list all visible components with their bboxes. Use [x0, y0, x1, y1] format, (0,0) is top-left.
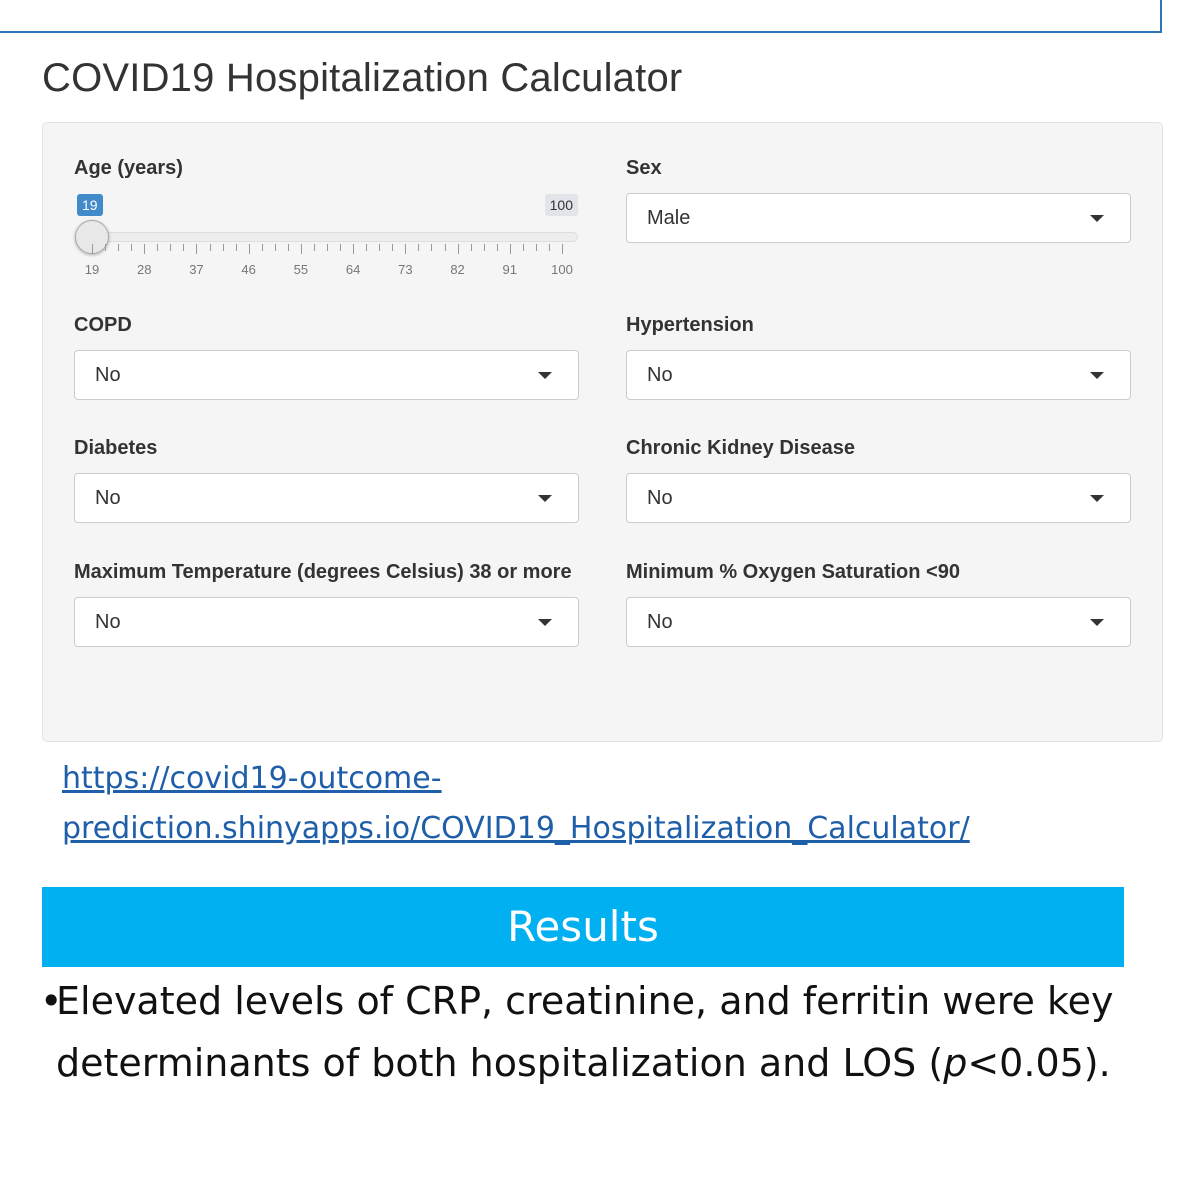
sex-field — [626, 153, 1131, 243]
calculator-link[interactable]: https://covid19-outcome-prediction.shinyapps.io/COVID19_Hospitalization_Calculator/ — [62, 761, 970, 846]
copd-label: COPD — [74, 314, 132, 336]
hypertension-label: Hypertension — [626, 314, 754, 336]
results-bullet-p-value: p — [943, 1041, 968, 1085]
age-slider-tick-label: 19 — [84, 262, 100, 277]
age-slider-minor-tick — [471, 244, 472, 251]
age-slider-major-tick — [144, 244, 145, 254]
sex-label: Sex — [626, 157, 662, 179]
chevron-down-icon — [538, 495, 552, 502]
bullet-icon: • — [40, 979, 63, 1023]
age-slider-minor-tick — [431, 244, 432, 251]
diabetes-select-value: No — [95, 487, 121, 509]
sex-select-value: Male — [647, 207, 691, 229]
chevron-down-icon — [538, 372, 552, 379]
hypertension-field — [626, 310, 1131, 400]
oxygen-label: Minimum % Oxygen Saturation <90 — [626, 561, 960, 583]
age-slider-minor-tick — [340, 244, 341, 251]
age-slider-minor-tick — [392, 244, 393, 251]
age-slider-tick-label: 46 — [241, 262, 256, 277]
results-bullet-text-part2: <0.05). — [967, 1041, 1111, 1085]
results-bullet — [40, 970, 1160, 1094]
chevron-down-icon — [538, 619, 552, 626]
temperature-label: Maximum Temperature (degrees Celsius) 38 or more — [74, 561, 572, 583]
age-slider-tick-label: 64 — [345, 262, 361, 277]
hypertension-select[interactable] — [626, 350, 1131, 400]
page-title: COVID19 Hospitalization Calculator — [42, 56, 683, 100]
age-slider-major-tick — [458, 244, 459, 254]
age-slider-major-tick — [196, 244, 197, 254]
age-slider-minor-tick — [157, 244, 158, 251]
oxygen-select[interactable] — [626, 597, 1131, 647]
results-heading: Results — [42, 887, 1124, 967]
age-slider-minor-tick — [118, 244, 119, 251]
temperature-select[interactable] — [74, 597, 579, 647]
age-slider-minor-tick — [379, 244, 380, 251]
ckd-select-value: No — [647, 487, 673, 509]
age-slider-minor-tick — [262, 244, 263, 251]
chevron-down-icon — [1090, 372, 1104, 379]
age-slider-track[interactable] — [82, 232, 578, 242]
copd-select-value: No — [95, 364, 121, 386]
age-slider-minor-tick — [170, 244, 171, 251]
copd-select[interactable] — [74, 350, 579, 400]
age-label: Age (years) — [74, 157, 183, 179]
age-slider-minor-tick — [131, 244, 132, 251]
age-slider-minor-tick — [105, 244, 106, 251]
age-slider-minor-tick — [523, 244, 524, 251]
results-bullet-text-part1: Elevated levels of CRP, creatinine, and ferritin were key determinants of both hospitalization and LOS ( — [56, 979, 1114, 1085]
age-slider-minor-tick — [497, 244, 498, 251]
age-slider-tick-label: 91 — [502, 262, 517, 277]
results-bullet-text — [40, 970, 1160, 1094]
chevron-down-icon — [1090, 495, 1104, 502]
diabetes-label: Diabetes — [74, 437, 158, 459]
age-slider-minor-tick — [327, 244, 328, 251]
age-slider-tick-label: 82 — [450, 262, 465, 277]
age-slider-tick-label: 37 — [189, 262, 204, 277]
slide-top-frame — [0, 0, 1162, 33]
ckd-select[interactable] — [626, 473, 1131, 523]
age-slider-minor-tick — [536, 244, 537, 251]
age-slider-major-tick — [92, 244, 93, 254]
age-slider-minor-tick — [223, 244, 224, 251]
age-slider-major-tick — [249, 244, 250, 254]
age-slider-minor-tick — [275, 244, 276, 251]
age-slider[interactable] — [74, 190, 579, 285]
oxygen-field — [626, 557, 1131, 647]
diabetes-field — [74, 433, 579, 523]
oxygen-select-value: No — [647, 611, 673, 633]
hypertension-select-value: No — [647, 364, 673, 386]
age-slider-tick-label: 55 — [293, 262, 309, 277]
age-slider-minor-tick — [236, 244, 237, 251]
copd-field — [74, 310, 579, 400]
age-max-badge: 100 — [545, 194, 578, 216]
temperature-field — [74, 557, 579, 647]
temperature-select-value: No — [95, 611, 121, 633]
age-slider-minor-tick — [549, 244, 550, 251]
age-slider-major-tick — [562, 244, 563, 254]
age-slider-tick-label: 28 — [136, 262, 152, 277]
diabetes-select[interactable] — [74, 473, 579, 523]
age-slider-minor-tick — [288, 244, 289, 251]
age-slider-minor-tick — [210, 244, 211, 251]
age-slider-major-tick — [353, 244, 354, 254]
chevron-down-icon — [1090, 619, 1104, 626]
age-slider-minor-tick — [484, 244, 485, 251]
age-slider-tick-label: 100 — [551, 262, 573, 277]
age-slider-minor-tick — [183, 244, 184, 251]
age-value-badge: 19 — [77, 194, 103, 216]
ckd-label: Chronic Kidney Disease — [626, 437, 855, 459]
age-slider-major-tick — [301, 244, 302, 254]
age-slider-minor-tick — [366, 244, 367, 251]
age-slider-minor-tick — [314, 244, 315, 251]
age-field — [74, 153, 579, 184]
age-slider-major-tick — [405, 244, 406, 254]
age-slider-major-tick — [510, 244, 511, 254]
chevron-down-icon — [1090, 215, 1104, 222]
age-slider-minor-tick — [445, 244, 446, 251]
age-slider-tick-label: 73 — [398, 262, 413, 277]
sex-select[interactable] — [626, 193, 1131, 243]
age-slider-minor-tick — [418, 244, 419, 251]
ckd-field — [626, 433, 1131, 523]
